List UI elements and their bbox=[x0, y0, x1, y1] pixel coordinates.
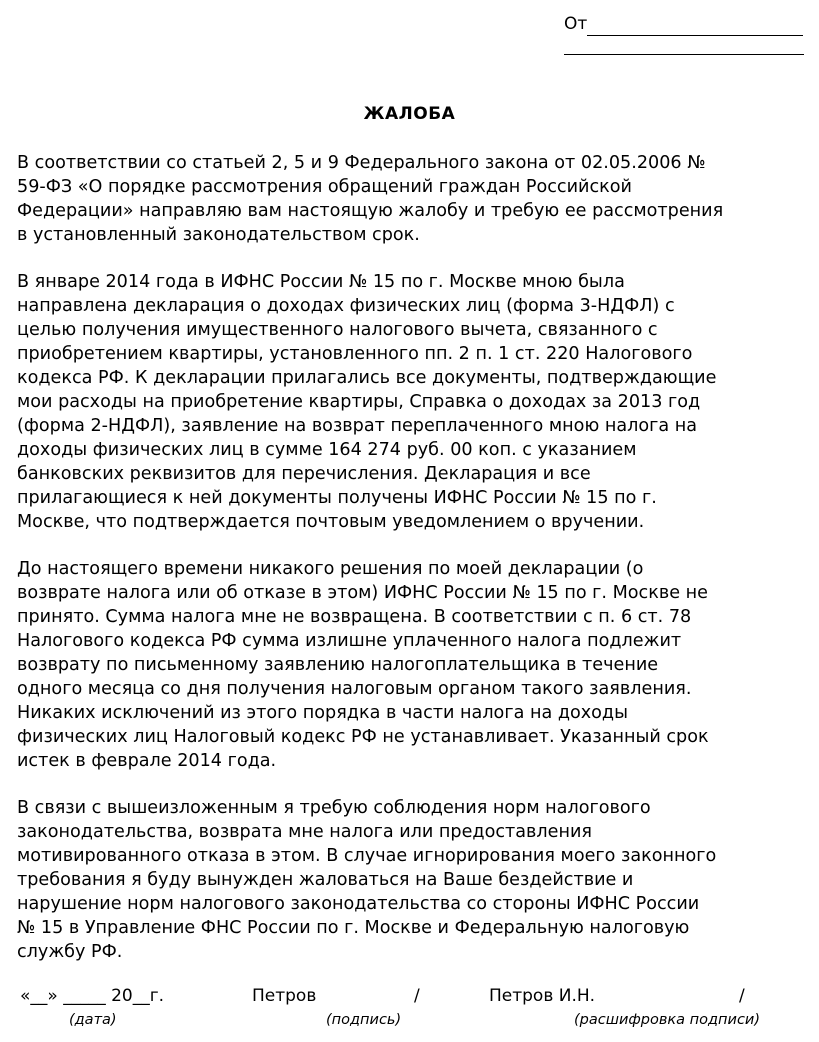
signature-caption: (подпись) bbox=[326, 1012, 402, 1028]
from-underline-2 bbox=[564, 40, 804, 55]
signature-text: Петров bbox=[252, 986, 317, 1006]
signer-name: Петров И.Н. bbox=[489, 986, 596, 1006]
signature-slash-2: / bbox=[739, 986, 745, 1006]
signature-slash-1: / bbox=[414, 986, 420, 1006]
date-line: «__» _____ 20__г. bbox=[20, 986, 165, 1006]
paragraph-2: В январе 2014 года в ИФНС России № 15 по г. Москве мною была направлена декларация о доходах физических лиц (форма 3-НДФЛ) с целью получения имущественного налогового вычета, связанного с приобретением квартиры, установленного пп. 2 п. 1 ст. 220 Налогового кодекса РФ. К декларации прилагались все документы, подтверждающие мои расходы на приобретение квартиры, Справка о доходах за 2013 год (форма 2-НДФЛ), заявление на возврат переплаченного мною налога на доходы физических лиц в сумме 164 274 руб. 00 коп. с указанием банковских реквизитов для перечисления. Декларация и все прилагающиеся к ней документы получены ИФНС России № 15 по г. Москве, что подтверждается почтовым уведомлением о вручении. bbox=[17, 272, 717, 532]
from-underline bbox=[587, 17, 803, 36]
document-title: ЖАЛОБА bbox=[363, 104, 456, 124]
from-field bbox=[564, 12, 803, 36]
paragraph-4: В связи с вышеизложенным я требую соблюдения норм налогового законодательства, возврата мне налога или предоставления мотивированного отказа в этом. В случае игнорирования моего законного требования я буду вынужден жаловаться на Ваше бездействие и нарушение норм налогового законодательства со стороны ИФНС России № 15 в Управление ФНС России по г. Москве и Федеральную налоговую службу РФ. bbox=[17, 798, 717, 962]
paragraph-3: До настоящего времени никакого решения по моей декларации (о возврате налога или об отказе в этом) ИФНС России № 15 по г. Москве не принято. Сумма налога мне не возвращена. В соответствии с п. 6 ст. 78 Налогового кодекса РФ сумма излишне уплаченного налога подлежит возврату по письменному заявлению налогоплательщика в течение одного месяца со дня получения налоговым органом такого заявления. Никаких исключений из этого порядка в части налога на доходы физических лиц Налоговый кодекс РФ не устанавливает. Указанный срок истек в феврале 2014 года. bbox=[17, 559, 709, 771]
name-caption: (расшифровка подписи) bbox=[574, 1012, 761, 1028]
date-caption: (дата) bbox=[69, 1012, 117, 1028]
from-label: От bbox=[564, 14, 588, 34]
document-body bbox=[17, 151, 807, 987]
paragraph-1: В соответствии со статьей 2, 5 и 9 Федерального закона от 02.05.2006 № 59-ФЗ «О порядке рассмотрения обращений граждан Российской Федерации» направляю вам настоящую жалобу и требую ее рассмотрения в установленный законодательством срок. bbox=[17, 153, 724, 245]
